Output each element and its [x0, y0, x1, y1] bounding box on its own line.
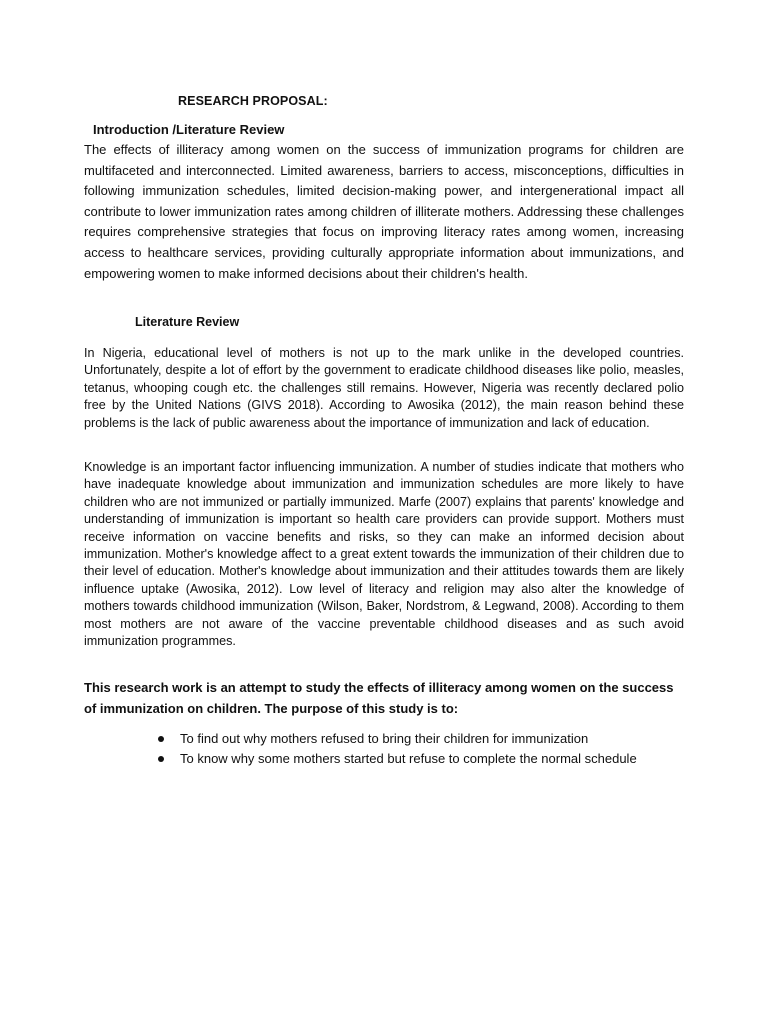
document-title: RESEARCH PROPOSAL: [178, 94, 328, 108]
objective-text: To find out why mothers refused to bring their children for immunization [180, 731, 589, 746]
intro-heading: Introduction /Literature Review [93, 122, 285, 137]
literature-paragraph-1: In Nigeria, educational level of mothers is not up to the mark unlike in the developed countries. Unfortunately, despite a lot of effort by the government to eradicate childhood diseases like polio, measles, tetanus, whooping cough etc. the challenges still remains. However, Nigeria was recently declared polio free by the United Nations (GIVS 2018). According to Awosika (2012), the main reason behind these problems is the lack of public awareness about the importance of immunization and lack of education. [84, 346, 684, 430]
intro-paragraph: The effects of illiteracy among women on the success of immunization programs for children are multifaceted and interconnected. Limited awareness, barriers to access, misconceptions, difficulties in following immunization schedules, limited decision-making power, and intergenerational impact all contribute to lower immunization rates among children of illiterate mothers. Addressing these challenges requires comprehensive strategies that focus on improving literacy rates among women, increasing access to healthcare services, providing culturally appropriate information about immunizations, and empowering women to make informed decisions about their children's health. [84, 142, 684, 281]
list-item [156, 729, 696, 749]
bullet-icon [158, 736, 164, 742]
objectives-list [156, 729, 696, 769]
list-item [156, 749, 696, 769]
literature-paragraph-2: Knowledge is an important factor influencing immunization. A number of studies indicate that mothers who have inadequate knowledge about immunization and immunization schedules are more likely to have children who are not immunized or partially immunized. Marfe (2007) explains that parents' knowledge and understanding of immunization is important so health care providers can provide support. Mothers must receive information on vaccine benefits and risks, so they can make an informed decision about immunization. Mother's knowledge affect to a great extent towards the immunization of their children due to their level of education. Mother's knowledge about immunization and their attitudes towards them are likely influence uptake (Awosika, 2012). Low level of literacy and religion may also alter the knowledge of mothers towards childhood immunization (Wilson, Baker, Nordstrom, & Legwand, 2008). According to them most mothers are not aware of the vaccine preventable childhood diseases and as such avoid immunization programmes. [84, 460, 684, 649]
objective-text: To know why some mothers started but refuse to complete the normal schedule [180, 751, 637, 766]
literature-review-heading: Literature Review [135, 315, 240, 329]
bullet-icon [158, 756, 164, 762]
purpose-paragraph: This research work is an attempt to study the effects of illiteracy among women on the success of immunization on children. The purpose of this study is to: [84, 680, 674, 716]
